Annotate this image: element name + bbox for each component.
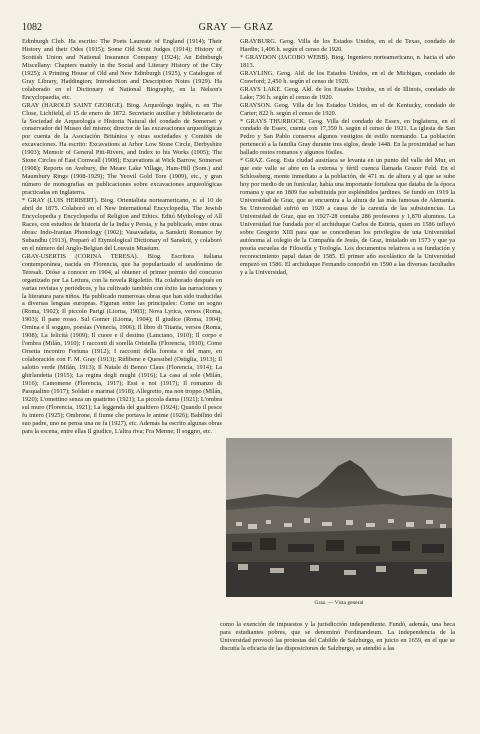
page-number: 1082 xyxy=(22,22,42,33)
right-column-bottom xyxy=(220,621,455,653)
entry-paragraph: * GRAY (LUIS HERBERT). Biog. Orientalista norteamericano, n. el 10 de abril de 1875. Colaboró en el New International Encyclopedia, The Jewish Encyclopedia y Encyclopedia of Religion and Ethics. Editó Mythology of All Races, con estudios de historia de la India y Persia, y ha publicado, entre otras obras: Indo-Iranian Phonology (1902); Vasavadatta, a Sanskrit Romance by Subandhu (1913), Preparó el Etymological Dictionary of Sanskrit, y colaboró en el número del Anglo-Belgian del Louvain Muséum. xyxy=(22,197,222,252)
entry-paragraph: GRAY (HAROLD SAINT GEORGE). Biog. Arqueólogo inglés, n. en The Close, Lichfield, el 15 de enero de 1872. Secretario auxiliar y bibliotecario de la Sociedad de Arqueología e Historia Natural del condado de Somerset y conservador del Museo del mismo; director de las excavaciones arqueológicas por cuenta de la Asociación Británica y otras sociedades y Comités de excavaciones. Ha escrito: Excavations at Arbor Low Stone Circle, Derbyshire (1903); Memoir of General Pitt-Rivers, and Index to his Works (1905); The Stone Circles of East Cornwall (1908); Excavations at Wick Barrow, Somerset (1908); Reports on Avebury, the Meare Lake Village, Ham-Hill (Som.) and Maumbury Rings (1908-1929); The Yeovil Gold Tore (1909), etc., y gran número de monografías en publicaciones sobre excavaciones arqueológicas practicadas en Inglaterra. xyxy=(22,101,222,197)
page-header xyxy=(22,22,450,36)
entry-paragraph: GRAYSON. Geog. Villa de los Estados Unidos, en el de Kentucky, condado de Carter; 822 h. según el censo de 1920. xyxy=(240,101,455,117)
landscape-illustration xyxy=(226,438,452,597)
entry-paragraph: GRAY-USERTIS (CORINA TERESA). Biog. Escritora italiana contemporánea, nacida en Florencia, que ha popularizado el seudónimo de Teresah. Dióse a conocer en 1904, al obtener el primer premio del concurso organizado por La Lettura, con la novela Rigoletto. Ha colaborado después en varias revistas y periódicos, y ha cultivado también con éxito las narraciones y la literatura para niños. Ha publicado numerosas obras que han sido traducidas a diversas lenguas europeas. Figuran entre las principales: Come un sogno (Roma, 1902); Il piccolo Parigi (Liorna, 1903); Nova Lyrica, versos (Roma, 1903); Il pane rosso. Sul Gomer (Liorna, 1904); Il giudice (Roma, 1904); Ornina e il soggno, poesías (Venecia, 1906); Il libro di Titania, versos (Roma, 1908); La felicità (1909); Il cuore e il destino (Lanciano, 1910); Il corpo e l'ombra (Milán, 1910); I racconti di sorella Oristella (Florencia, 1910); Come Orsetta incontro Fortuna (1912); I racconti della foresta e del mare, en colaboración con F. M. Gray (1913); Ridibene e Quessibel (Ostiglia, 1913); Il salotto verde (Milán, 1913); Il Natale di Benno Claus (Florencia, 1914); La ghirlandetta (1915); La regina degli mughi (1916); La casa al sole (Milán, 1916); Camomene (Florencia, 1917); Essi e noi (1917); Il romanzo di Pasqualino (1917); Soldati e marinai (1918); Allegretto, ma non troppo (Milán, 1920); L'omettino senza un quattrino (1921); La piccola dama (1921); L'ombra sul muro (Florencia, 1921); La leggenda del gualtiero (1924); Quando il pesce fu intero (1925); Ombrone, il fiume che portava le anime (1926); Babilino del suo padre, uno ne pensa una ne fa (1927), etc. Además ha escrito algunas obras para la escena, entre ellas Il giudice, L'altra riva; Fra Menne; Il soggno, etc. xyxy=(22,252,222,435)
entry-paragraph: * GRAYDON (JACOBO WEBB). Biog. Ingeniero norteamericano, n. hacia el año 1813. xyxy=(240,53,455,69)
right-column-top xyxy=(240,38,455,277)
left-column xyxy=(22,38,222,436)
entry-paragraph: GRAYLING. Geog. Ald. de los Estados Unidos, en el de Michigan, condado de Crawford; 2,450 h. según el censo de 1920. xyxy=(240,69,455,85)
entry-paragraph: * GRAYS THURROCK. Geog. Villa del condado de Essex, en Inglaterra, en el condado de Essex, cuenta con 17,359 h. según el censo de 1921. La iglesia de San Pedro y San Pablo conserva algunos vestigios de estilo normando. La población perteneció a la familia Gray durante tres siglos, desde 1448. En la proximidad se han hallado restos romanos y algunos fósiles. xyxy=(240,117,455,157)
entry-paragraph: Edinburgh Club. Ha escrito: The Poets Laureate of England (1914); Their History and their Odes (1915); Some Old Scott Judges (1914); History of Scottish Union and National Insurance Company (1924); An Edinburgh Miscellany: Chapters mainly in the Social and Literary History of the City (1925); A Printing House of Old and New Edinburgh (1925), y Catalogue of Gray Library, Haddington; Introduction and Description Notes (1929). Ha colaborado en el Dictionary of National Biography, en la Nelson's Encyclopaedia, etc. xyxy=(22,38,222,101)
entry-paragraph: * GRAZ. Geog. Esta ciudad austríaca se levanta en un punto del valle del Mur, en que este valle se abre en la extensa y fértil cuenca llamada Grazer Feld. En el Schlossberg, monte inmediato a la población, de 471 m. de altura y al que se sube hoy por medio de un funicular, había una importante fortaleza que databa de la época romana y que en 1809 fue substituida por espléndidos jardines. Se fundó en 1919 la Universidad de Graz, que se encuentra a la altura de las más famosas de Alemania. Su Universidad sufrió en 1920 a causa de la carestía de las subsistencias. La Universidad de Graz, que en 1927-28 contaba 286 profesores y 1,870 alumnos. La Universidad fue fundada por el archiduque Carlos de Estiria, quien en 1586 influyó sobre Gregorio XIII para que se concedieran los privilegios de una Universidad autónoma al colegio de la Compañía de Jesús, de Graz, instalado en 1573 y que ya poseía escuelas de Filosofía y Teología. Los documentos relativos a su fundación y reconocimiento papal datan de 1585. El primer año escolástico de la Universidad empezó en 1586. El archiduque Fernando concedió en 1590 a las diversas facultades y a la Universidad, xyxy=(240,157,455,276)
photo-caption: Graz. — Vista general xyxy=(314,600,364,606)
graz-landscape-photo xyxy=(226,438,452,597)
running-head: GRAY — GRAZ xyxy=(198,22,274,33)
entry-paragraph: GRAYS LAKE. Geog. Ald. de los Estados Unidos, en el de Illinois, condado de Lake; 736 h. según el censo de 1920. xyxy=(240,85,455,101)
entry-paragraph: GRAYBURG. Geog. Villa de los Estados Unidos, en el de Texas, condado de Hardin; 1,406 h. según el censo de 1920. xyxy=(240,38,455,53)
entry-paragraph: como la exención de impuestos y la jurisdicción independiente. Fundó, además, una beca para estudiantes pobres, que se denominó Ferdinandeum. La independencia de la Universidad provocó las protestas del Cabildo de Salzburgo, en juicio en 1659, en el que se discutía la eficacia de las disposiciones de Salzburgo, se atendió a las xyxy=(220,621,455,652)
